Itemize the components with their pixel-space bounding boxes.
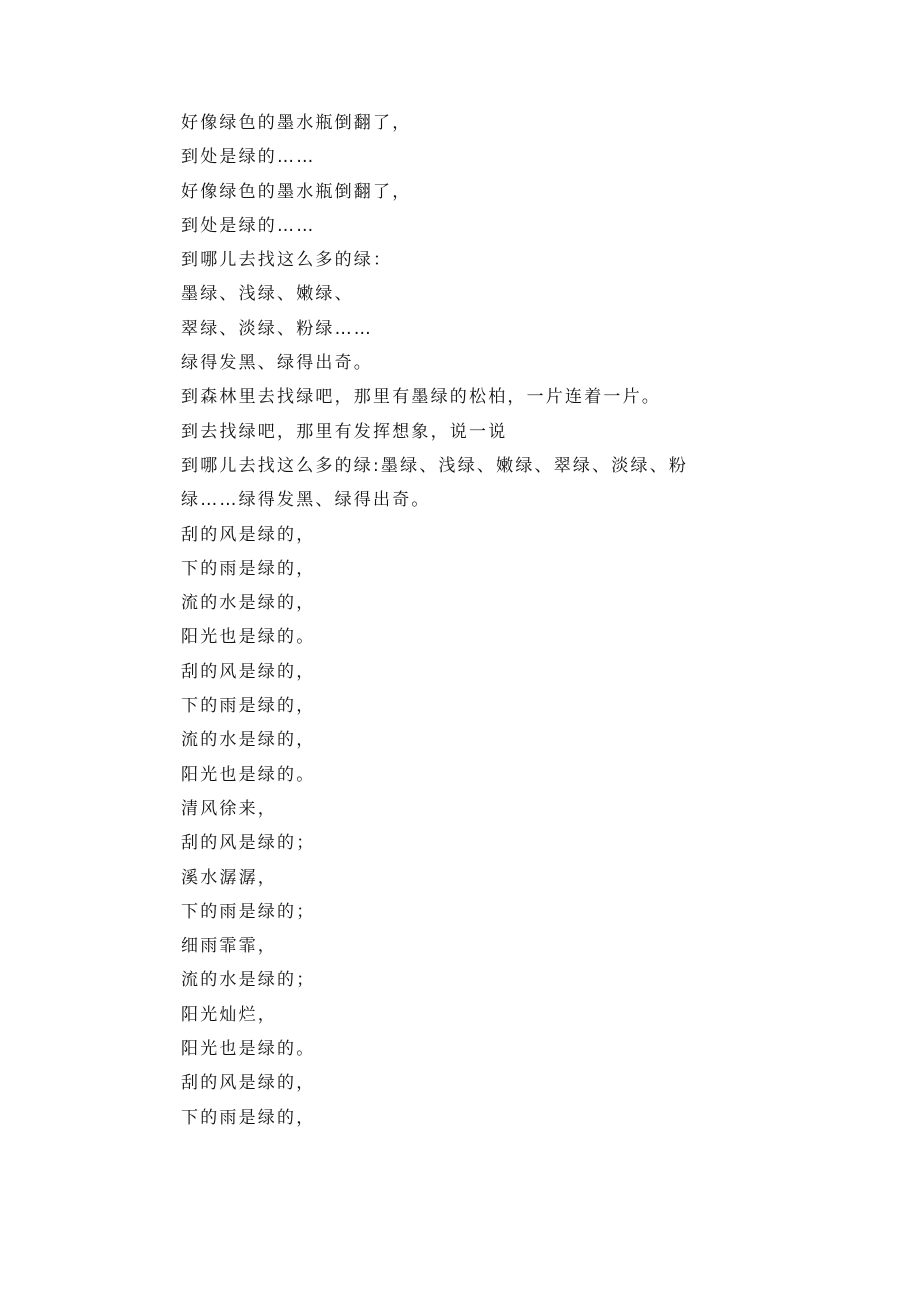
text-line: 好像绿色的墨水瓶倒翻了， — [181, 113, 412, 133]
text-line: 翠绿、淡绿、粉绿…… — [181, 318, 373, 339]
text-line: 细雨霏霏， — [181, 936, 277, 957]
text-line: 到处是绿的…… — [181, 147, 316, 168]
text-line: 阳光也是绿的。 — [181, 627, 316, 648]
text-line: 墨绿、浅绿、嫩绿、 — [181, 284, 354, 305]
text-line: 流的水是绿的， — [181, 730, 316, 751]
text-line: 下的雨是绿的， — [181, 558, 316, 579]
text-line: 溪水潺潺， — [181, 867, 277, 888]
text-line: 下的雨是绿的， — [181, 1107, 316, 1128]
paragraph-text: 到哪儿去找这么多的绿:墨绿、浅绿、嫩绿、翠绿、淡绿、粉绿……绿得发黑、绿得出奇。 — [181, 455, 689, 511]
text-line: 到去找绿吧，那里有发挥想象，说一说 — [181, 421, 508, 442]
text-line: 刮的风是绿的， — [181, 1073, 316, 1094]
text-line: 流的水是绿的， — [181, 593, 316, 614]
text-line: 刮的风是绿的， — [181, 524, 316, 545]
text-line: 阳光灿烂， — [181, 1004, 277, 1025]
text-line: 流的水是绿的； — [181, 970, 316, 991]
text-line: 下的雨是绿的； — [181, 901, 316, 922]
text-line: 下的雨是绿的， — [181, 696, 316, 717]
text-line: 到森林里去找绿吧，那里有墨绿的松柏，一片连着一片。 — [181, 387, 661, 408]
text-line: 绿得发黑、绿得出奇。 — [181, 353, 373, 374]
text-line: 刮的风是绿的， — [181, 661, 316, 682]
text-line: 好像绿色的墨水瓶倒翻了， — [181, 181, 412, 202]
text-line: 到处是绿的…… — [181, 215, 316, 236]
poem-text-block — [181, 106, 741, 1135]
text-line: 清风徐来， — [181, 798, 277, 819]
text-line: 到哪儿去找这么多的绿： — [181, 250, 393, 271]
text-line: 阳光也是绿的。 — [181, 1039, 316, 1060]
text-line: 阳光也是绿的。 — [181, 764, 316, 785]
text-line: 刮的风是绿的； — [181, 833, 316, 854]
